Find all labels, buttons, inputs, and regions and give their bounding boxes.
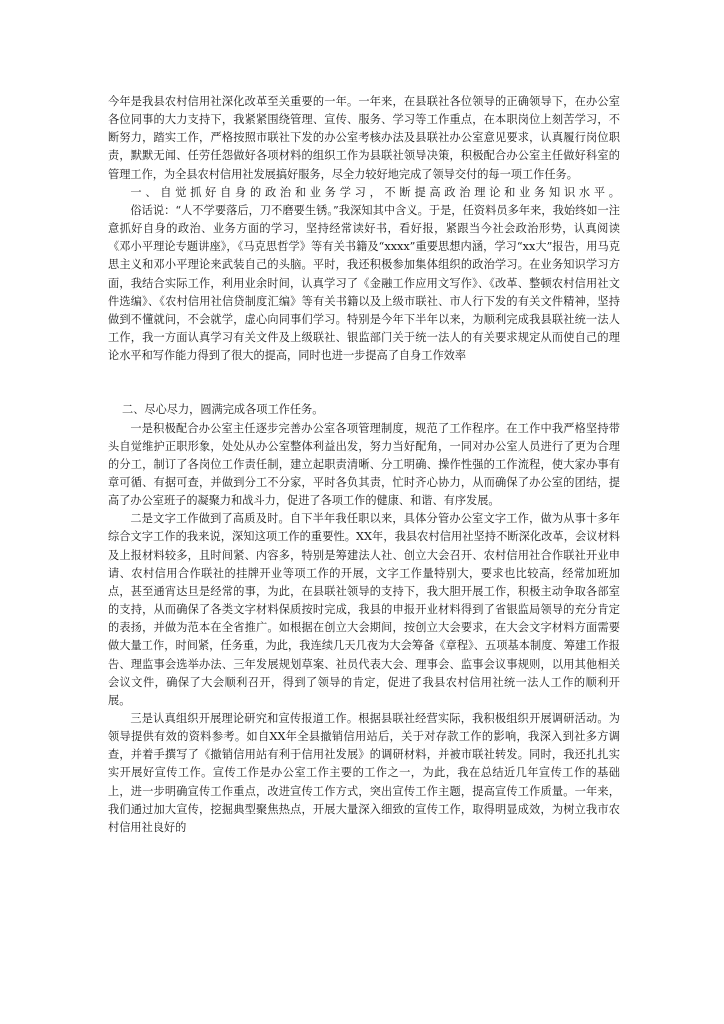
section-heading-2: 二、尽心尽力，圆满完成各项工作任务。 (122, 403, 324, 417)
section-heading-1: 一、自觉抓好自身的政治和业务学习，不断提高政治理论和业务知识水平。 (130, 185, 620, 199)
research-paragraph: 三是认真组织开展理论研究和宣传报道工作。根据县联社经营实际，我积极组织开展调研活动。为领导提供有效的资料参考。如自XX年全县撤销信用站后，关于对存款工作的影响，我深入到社多方调查，并着手撰写了《撤销信用站有利于信用社发展》的调研材料，并被市联社转发。同时，我还扎扎实实开展好宣传工作。宣传工作是办公室工作主要的工作之一，为此，我在总结近几年宣传工作的基础上，进一步明确宣传工作重点，改进宣传工作方式，突出宣传工作主题，提高宣传工作质量。一年来，我们通过加大宣传，挖掘典型聚焦热点，开展大量深入细致的宣传工作，取得明显成效，为树立我市农村信用社良好的 (108, 712, 620, 834)
writing-paragraph: 二是文字工作做到了高质及时。自下半年我任职以来，具体分管办公室文字工作，做为从事十多年综合文字工作的我来说，深知这项工作的重要性。XX年，我县农村信用社坚持不断深化改革，会议材料及上报材料较多，且时间紧、内容多，特别是筹建法人社、创立大会召开、农村信用社合作联社开业申请、农村信用合作联社的挂牌开业等项工作的开展，文字工作量特别大，要求也比较高，经常加班加点，甚至通宵达旦是经常的事，为此，在县联社领导的支持下，我大胆开展工作，积极主动争取各部室的支持，从而确保了各类文字材料保质按时完成，我县的申报开业材料得到了省银监局领导的充分肯定的表扬，并做为范本在全省推广。如根据在创立大会期间，按创立大会要求，在大会文字材料方面需要做大量工作，时间紧，任务重，为此，我连续几天几夜为大会筹备《章程》、五项基本制度、筹建工作报告、理监事会选举办法、三年发展规划草案、社员代表大会、理事会、监事会议事规则，以用其他相关会议文件，确保了大会顺利召开，得到了领导的肯定，促进了我县农村信用社统一法人工作的顺利开展。 (108, 512, 620, 707)
management-paragraph: 一是积极配合办公室主任逐步完善办公室各项管理制度，规范了工作程序。在工作中我严格坚持带头自觉维护正职形象，处处从办公室整体利益出发，努力当好配角，一同对办公室人员进行了更为合理的分工，制订了各岗位工作责任制，建立起职责清晰、分工明确、操作性强的工作流程，使大家办事有章可循、有据可查，并做到分工不分家，平时各负其责，忙时齐心协力，从而确保了办公室的团结，提高了办公室班子的凝聚力和战斗力，促进了各项工作的健康、和谐、有序发展。 (108, 421, 620, 508)
document-body (108, 93, 620, 837)
section-gap (108, 365, 620, 401)
intro-paragraph: 今年是我县农村信用社深化改革至关重要的一年。一年来，在县联社各位领导的正确领导下，在办公室各位同事的大力支持下，我紧紧围绕管理、宣传、服务、学习等工作重点，在本职岗位上刻苦学习，不断努力，踏实工作，严格按照市联社下发的办公室考核办法及县联社办公室意见要求，认真履行岗位职责，默默无闻、任劳任怨做好各项材料的组织工作为县联社领导决策，积极配合办公室主任做好科室的管理工作，为全县农村信用社发展搞好服务，尽全力较好地完成了领导交付的每一项工作任务。 (108, 95, 620, 181)
study-paragraph: 俗话说：“人不学要落后，刀不磨要生锈。”我深知其中含义。于是，任资料员多年来，我始终如一注意抓好自身的政治、业务方面的学习，坚持经常读好书，看好报，紧跟当今社会政治形势，认真阅读《邓小平理论专题讲座》，《马克思哲学》等有关书籍及“xxxx”重要思想内涵，学习“xx大”报告，用马克思主义和邓小平理论来武装自己的头脑。平时，我还积极参加集体组织的政治学习。在业务知识学习方面，我结合实际工作，利用业余时间，认真学习了《金融工作应用文写作》、《改革、整顿农村信用社文件选编》、《农村信用社信贷制度汇编》等有关书籍以及上级市联社、市人行下发的有关文件精神，坚持做到不懂就问，不会就学，虚心向同事们学习。特别是今年下半年以来，为顺利完成我县联社统一法人工作，我一方面认真学习有关文件及上级联社、银监部门关于统一法人的有关要求规定从而使自己的理论水平和写作能力得到了很大的提高，同时也进一步提高了自身工作效率 (108, 203, 620, 363)
